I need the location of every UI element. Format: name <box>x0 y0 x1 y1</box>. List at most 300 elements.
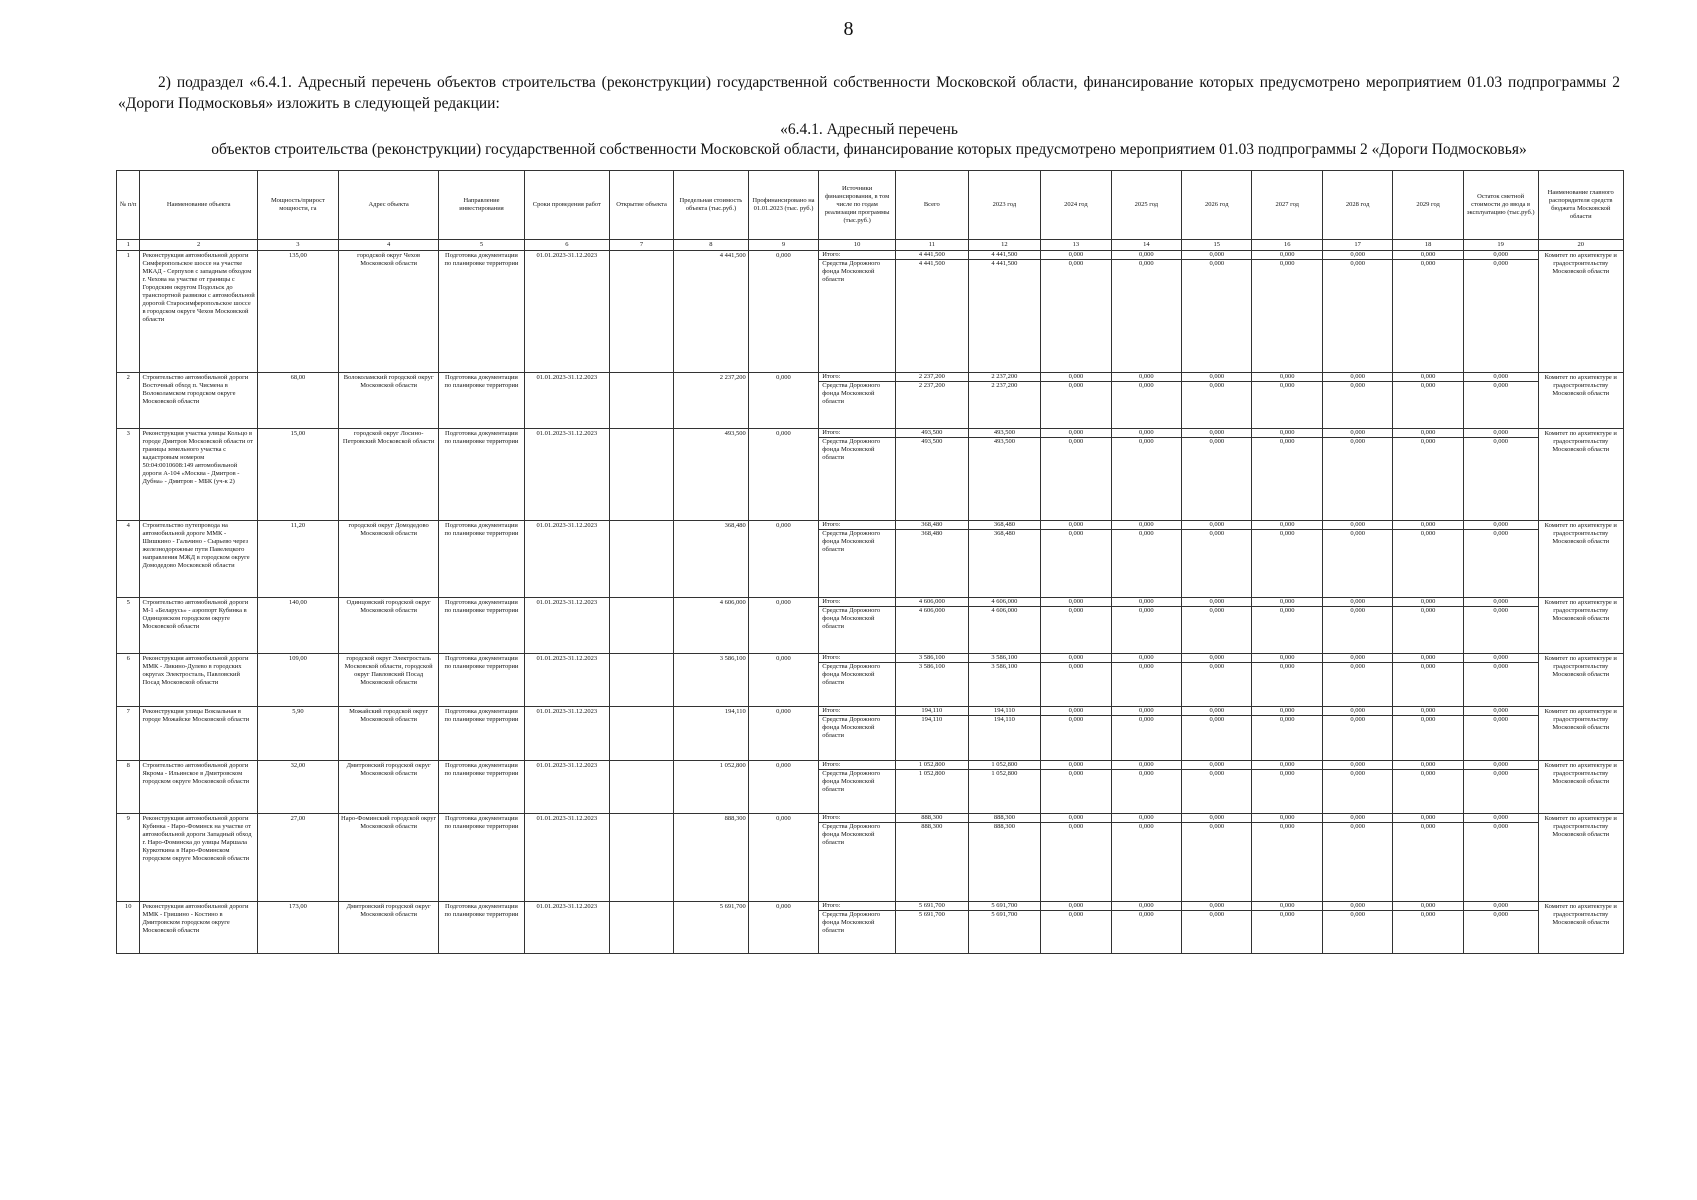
year-2029-source: 0,000 <box>1420 382 1436 389</box>
year-2024 <box>1041 707 1111 761</box>
year-2028 <box>1322 707 1392 761</box>
funding-source-source: Средства Дорожного фонда Московской области <box>822 911 881 934</box>
object-address: Дмитровский городской округ Московской области <box>338 902 438 954</box>
remaining-cost <box>1463 521 1538 598</box>
customer: Комитет по архитектуре и градостроительству Московской области <box>1538 654 1624 707</box>
remaining-cost <box>1463 598 1538 654</box>
remaining-cost <box>1463 707 1538 761</box>
total-amount <box>896 373 969 429</box>
object-name: Реконструкция улицы Вокзальная в городе Можайске Московской области <box>140 707 257 761</box>
year-2025-total: 0,000 <box>1112 521 1181 530</box>
object-cost: 888,300 <box>674 814 749 902</box>
col-header-7: Открытие объекта <box>610 171 674 240</box>
year-2023-source: 5 691,700 <box>991 911 1018 918</box>
year-2025 <box>1111 902 1181 954</box>
remaining-cost-total: 0,000 <box>1464 429 1538 438</box>
col-number-18: 18 <box>1393 240 1463 251</box>
col-number-8: 8 <box>674 240 749 251</box>
object-opening <box>610 429 674 521</box>
remaining-cost-total: 0,000 <box>1464 814 1538 823</box>
col-header-10: Источники финансирования, в том числе по годам реализации программы (тыс.руб.) <box>819 171 896 240</box>
table-title-line-2: объектов строительства (реконструкции) государственной собственности Московской области, финансирование которых предусмотрено мероприятием 01.03 подпрограммы 2 «Дороги Подмосковья» <box>211 141 1527 158</box>
remaining-cost-source: 0,000 <box>1493 530 1508 537</box>
table-title <box>118 120 1620 160</box>
investment-direction: Подготовка документации по планировке территории <box>439 251 524 373</box>
customer: Комитет по архитектуре и градостроительству Московской области <box>1538 598 1624 654</box>
col-number-9: 9 <box>748 240 818 251</box>
year-2024-source: 0,000 <box>1068 663 1084 670</box>
work-dates: 01.01.2023-31.12.2023 <box>524 654 609 707</box>
year-2029-total: 0,000 <box>1393 707 1462 716</box>
table-row <box>117 761 1624 814</box>
year-2025-source: 0,000 <box>1139 607 1154 614</box>
year-2029-source: 0,000 <box>1420 716 1436 723</box>
col-number-4: 4 <box>338 240 438 251</box>
year-2027-total: 0,000 <box>1252 654 1321 663</box>
year-2023-source: 1 052,800 <box>991 770 1018 777</box>
funding-source-total: Итого: <box>819 429 895 438</box>
financed-amount: 0,000 <box>748 251 818 373</box>
customer: Комитет по архитектуре и градостроительству Московской области <box>1538 429 1624 521</box>
total-amount-source: 4 606,000 <box>918 607 945 614</box>
work-dates: 01.01.2023-31.12.2023 <box>524 521 609 598</box>
year-2026 <box>1182 761 1252 814</box>
year-2027-total: 0,000 <box>1252 598 1321 607</box>
year-2028-source: 0,000 <box>1350 663 1365 670</box>
year-2027-source: 0,000 <box>1279 607 1295 614</box>
year-2028-total: 0,000 <box>1323 814 1392 823</box>
object-opening <box>610 654 674 707</box>
year-2023 <box>968 761 1041 814</box>
remaining-cost-total: 0,000 <box>1464 598 1538 607</box>
row-number: 5 <box>117 598 140 654</box>
object-address: городской округ Лосино-Петровский Московской области <box>338 429 438 521</box>
year-2024-source: 0,000 <box>1068 716 1084 723</box>
year-2024 <box>1041 251 1111 373</box>
year-2025-source: 0,000 <box>1139 438 1154 445</box>
year-2027-total: 0,000 <box>1252 521 1321 530</box>
object-name: Строительство автомобильной дороги Якрома - Ильинское в Дмитровском городском округе Московской области <box>140 761 257 814</box>
row-number: 2 <box>117 373 140 429</box>
year-2027-source: 0,000 <box>1279 716 1295 723</box>
funding-source-total: Итого: <box>819 902 895 911</box>
remaining-cost-source: 0,000 <box>1493 823 1508 830</box>
object-name: Реконструкция автомобильной дороги ММК - Ликино-Дулево в городских округах Электросталь, Павловский Посад Московской области <box>140 654 257 707</box>
year-2026 <box>1182 654 1252 707</box>
total-amount <box>896 814 969 902</box>
year-2028-total: 0,000 <box>1323 429 1392 438</box>
year-2025 <box>1111 814 1181 902</box>
col-header-6: Сроки проведения работ <box>524 171 609 240</box>
year-2025-total: 0,000 <box>1112 251 1181 260</box>
year-2028 <box>1322 654 1392 707</box>
year-2027-source: 0,000 <box>1279 770 1295 777</box>
table-title-line-1: «6.4.1. Адресный перечень <box>780 121 958 138</box>
investment-direction: Подготовка документации по планировке территории <box>439 521 524 598</box>
year-2027 <box>1252 373 1322 429</box>
funding-source-source: Средства Дорожного фонда Московской области <box>822 607 881 630</box>
col-header-2: Наименование объекта <box>140 171 257 240</box>
year-2028 <box>1322 814 1392 902</box>
table-row <box>117 521 1624 598</box>
year-2024 <box>1041 814 1111 902</box>
customer: Комитет по архитектуре и градостроительству Московской области <box>1538 521 1624 598</box>
year-2025 <box>1111 429 1181 521</box>
funding-source-source: Средства Дорожного фонда Московской области <box>822 716 881 739</box>
col-number-6: 6 <box>524 240 609 251</box>
funding-source-total: Итого: <box>819 707 895 716</box>
funding-source <box>819 761 896 814</box>
funding-source <box>819 373 896 429</box>
object-opening <box>610 373 674 429</box>
year-2024-total: 0,000 <box>1041 429 1110 438</box>
object-power: 109,00 <box>257 654 338 707</box>
year-2027 <box>1252 654 1322 707</box>
col-header-4: Адрес объекта <box>338 171 438 240</box>
year-2024-total: 0,000 <box>1041 251 1110 260</box>
year-2027-source: 0,000 <box>1279 260 1295 267</box>
year-2026-source: 0,000 <box>1209 663 1225 670</box>
total-amount-total: 2 237,200 <box>896 373 968 382</box>
object-address: городской округ Домодедово Московской области <box>338 521 438 598</box>
year-2027-source: 0,000 <box>1279 530 1295 537</box>
object-opening <box>610 251 674 373</box>
year-2027-total: 0,000 <box>1252 902 1321 911</box>
financed-amount: 0,000 <box>748 654 818 707</box>
remaining-cost-source: 0,000 <box>1493 770 1508 777</box>
funding-source-source: Средства Дорожного фонда Московской области <box>822 530 881 553</box>
funding-source-source: Средства Дорожного фонда Московской области <box>822 382 881 405</box>
year-2026 <box>1182 373 1252 429</box>
page-number: 8 <box>843 18 854 40</box>
remaining-cost <box>1463 654 1538 707</box>
year-2027 <box>1252 521 1322 598</box>
year-2026 <box>1182 814 1252 902</box>
object-address: городской округ Электросталь Московской области, городской округ Павловский Посад Московской области <box>338 654 438 707</box>
year-2026-source: 0,000 <box>1209 823 1225 830</box>
row-number: 10 <box>117 902 140 954</box>
col-header-5: Направление инвестирования <box>439 171 524 240</box>
total-amount <box>896 902 969 954</box>
year-2023-source: 194,110 <box>993 716 1015 723</box>
remaining-cost-source: 0,000 <box>1493 260 1508 267</box>
total-amount-total: 3 586,100 <box>896 654 968 663</box>
year-2029-total: 0,000 <box>1393 521 1462 530</box>
year-2025-source: 0,000 <box>1139 770 1154 777</box>
year-2029-total: 0,000 <box>1393 814 1462 823</box>
total-amount-source: 2 237,200 <box>918 382 945 389</box>
work-dates: 01.01.2023-31.12.2023 <box>524 373 609 429</box>
year-2025-total: 0,000 <box>1112 598 1181 607</box>
remaining-cost <box>1463 902 1538 954</box>
year-2023 <box>968 902 1041 954</box>
year-2026-source: 0,000 <box>1209 607 1225 614</box>
investment-direction: Подготовка документации по планировке территории <box>439 814 524 902</box>
year-2028-source: 0,000 <box>1350 716 1365 723</box>
year-2024-source: 0,000 <box>1068 260 1084 267</box>
year-2024-total: 0,000 <box>1041 707 1110 716</box>
financed-amount: 0,000 <box>748 707 818 761</box>
year-2028 <box>1322 521 1392 598</box>
remaining-cost-source: 0,000 <box>1493 438 1508 445</box>
year-2026-source: 0,000 <box>1209 382 1225 389</box>
year-2028 <box>1322 902 1392 954</box>
year-2026-total: 0,000 <box>1182 598 1251 607</box>
year-2029 <box>1393 814 1463 902</box>
total-amount <box>896 251 969 373</box>
object-name: Реконструкция автомобильной дороги Кубинка - Наро-Фоминск на участке от автомобильной дороги Западный обход г. Наро-Фоминска до улицы Маршала Куркоткина в Наро-Фоминском городском округе Московской области <box>140 814 257 902</box>
remaining-cost <box>1463 761 1538 814</box>
object-power: 32,00 <box>257 761 338 814</box>
funding-source <box>819 521 896 598</box>
funding-source <box>819 814 896 902</box>
work-dates: 01.01.2023-31.12.2023 <box>524 902 609 954</box>
year-2024-total: 0,000 <box>1041 814 1110 823</box>
year-2025-source: 0,000 <box>1139 663 1154 670</box>
year-2028-source: 0,000 <box>1350 260 1365 267</box>
year-2027-source: 0,000 <box>1279 382 1295 389</box>
remaining-cost-total: 0,000 <box>1464 373 1538 382</box>
year-2025 <box>1111 521 1181 598</box>
year-2026 <box>1182 707 1252 761</box>
object-cost: 4 606,000 <box>674 598 749 654</box>
year-2025 <box>1111 251 1181 373</box>
year-2029-total: 0,000 <box>1393 654 1462 663</box>
col-header-19: Остаток сметной стоимости до ввода в эксплуатацию (тыс.руб.) <box>1463 171 1538 240</box>
year-2026-source: 0,000 <box>1209 716 1225 723</box>
year-2025 <box>1111 707 1181 761</box>
remaining-cost <box>1463 429 1538 521</box>
object-power: 173,00 <box>257 902 338 954</box>
year-2026-total: 0,000 <box>1182 814 1251 823</box>
year-2026-total: 0,000 <box>1182 654 1251 663</box>
total-amount-source: 3 586,100 <box>918 663 945 670</box>
year-2027 <box>1252 814 1322 902</box>
year-2028-total: 0,000 <box>1323 654 1392 663</box>
year-2029-source: 0,000 <box>1420 911 1436 918</box>
year-2025 <box>1111 761 1181 814</box>
customer: Комитет по архитектуре и градостроительству Московской области <box>1538 373 1624 429</box>
year-2025-total: 0,000 <box>1112 654 1181 663</box>
col-header-1: № п/п <box>117 171 140 240</box>
year-2029-total: 0,000 <box>1393 429 1462 438</box>
object-cost: 2 237,200 <box>674 373 749 429</box>
object-name: Реконструкция автомобильной дороги ММК - Гришино - Костино в Дмитровском городском округе Московской области <box>140 902 257 954</box>
year-2024 <box>1041 521 1111 598</box>
table-row <box>117 429 1624 521</box>
col-header-17: 2028 год <box>1322 171 1392 240</box>
object-opening <box>610 598 674 654</box>
year-2027 <box>1252 761 1322 814</box>
year-2026 <box>1182 251 1252 373</box>
year-2023-source: 493,500 <box>993 438 1015 445</box>
object-cost: 194,110 <box>674 707 749 761</box>
year-2025-total: 0,000 <box>1112 707 1181 716</box>
table-row <box>117 251 1624 373</box>
year-2027 <box>1252 598 1322 654</box>
year-2028 <box>1322 761 1392 814</box>
object-opening <box>610 902 674 954</box>
funding-source <box>819 654 896 707</box>
year-2026-total: 0,000 <box>1182 902 1251 911</box>
col-number-20: 20 <box>1538 240 1624 251</box>
year-2023-total: 5 691,700 <box>969 902 1041 911</box>
work-dates: 01.01.2023-31.12.2023 <box>524 598 609 654</box>
year-2025-source: 0,000 <box>1139 382 1154 389</box>
total-amount <box>896 761 969 814</box>
investment-direction: Подготовка документации по планировке территории <box>439 598 524 654</box>
object-power: 11,20 <box>257 521 338 598</box>
remaining-cost-total: 0,000 <box>1464 707 1538 716</box>
year-2027-total: 0,000 <box>1252 707 1321 716</box>
year-2028-source: 0,000 <box>1350 438 1365 445</box>
year-2025-source: 0,000 <box>1139 823 1154 830</box>
year-2023-total: 194,110 <box>969 707 1041 716</box>
work-dates: 01.01.2023-31.12.2023 <box>524 761 609 814</box>
total-amount-total: 888,300 <box>896 814 968 823</box>
year-2023-total: 888,300 <box>969 814 1041 823</box>
year-2023 <box>968 429 1041 521</box>
year-2025 <box>1111 654 1181 707</box>
year-2027-total: 0,000 <box>1252 373 1321 382</box>
investment-direction: Подготовка документации по планировке территории <box>439 429 524 521</box>
funding-source <box>819 429 896 521</box>
col-number-13: 13 <box>1041 240 1111 251</box>
col-number-16: 16 <box>1252 240 1322 251</box>
year-2029-source: 0,000 <box>1420 530 1436 537</box>
total-amount-source: 1 052,800 <box>918 770 945 777</box>
year-2027 <box>1252 429 1322 521</box>
year-2029-total: 0,000 <box>1393 598 1462 607</box>
year-2024 <box>1041 429 1111 521</box>
year-2029-source: 0,000 <box>1420 607 1436 614</box>
year-2028-total: 0,000 <box>1323 373 1392 382</box>
object-power: 5,90 <box>257 707 338 761</box>
remaining-cost-total: 0,000 <box>1464 902 1538 911</box>
financed-amount: 0,000 <box>748 373 818 429</box>
year-2028-source: 0,000 <box>1350 911 1365 918</box>
remaining-cost <box>1463 373 1538 429</box>
row-number: 4 <box>117 521 140 598</box>
object-address: Наро-Фоминский городской округ Московской области <box>338 814 438 902</box>
funding-source-source: Средства Дорожного фонда Московской области <box>822 663 881 686</box>
address-list-table <box>116 170 1624 954</box>
customer: Комитет по архитектуре и градостроительству Московской области <box>1538 761 1624 814</box>
total-amount-source: 5 691,700 <box>918 911 945 918</box>
year-2025 <box>1111 373 1181 429</box>
col-header-11: Всего <box>896 171 969 240</box>
total-amount-total: 493,500 <box>896 429 968 438</box>
total-amount-source: 888,300 <box>921 823 943 830</box>
object-address: Волоколамский городской округ Московской области <box>338 373 438 429</box>
year-2023-source: 368,480 <box>993 530 1015 537</box>
year-2023 <box>968 814 1041 902</box>
object-name: Строительство путепровода на автомобильной дороге ММК - Шишкино - Гальчино - Сырьево через железнодорожные пути Павелецкого направления МЖД в городском округе Домодедово Московской области <box>140 521 257 598</box>
year-2025-total: 0,000 <box>1112 373 1181 382</box>
total-amount <box>896 521 969 598</box>
object-power: 68,00 <box>257 373 338 429</box>
object-power: 15,00 <box>257 429 338 521</box>
remaining-cost <box>1463 251 1538 373</box>
year-2024-source: 0,000 <box>1068 823 1084 830</box>
col-header-8: Предельная стоимость объекта (тыс.руб.) <box>674 171 749 240</box>
year-2029 <box>1393 902 1463 954</box>
col-number-7: 7 <box>610 240 674 251</box>
year-2024-total: 0,000 <box>1041 373 1110 382</box>
remaining-cost-total: 0,000 <box>1464 654 1538 663</box>
customer: Комитет по архитектуре и градостроительству Московской области <box>1538 707 1624 761</box>
funding-source <box>819 251 896 373</box>
col-header-16: 2027 год <box>1252 171 1322 240</box>
year-2028-total: 0,000 <box>1323 251 1392 260</box>
remaining-cost-source: 0,000 <box>1493 663 1508 670</box>
col-number-15: 15 <box>1182 240 1252 251</box>
remaining-cost <box>1463 814 1538 902</box>
object-opening <box>610 521 674 598</box>
object-name: Реконструкция участка улицы Кольцо в городе Дмитров Московской области от границы земельного участка с кадастровым номером 50:04:0010608:149 автомобильной дороги А-104 «Москва - Дмитров - Дубна» - Дмитров - МБК (уч-к 2) <box>140 429 257 521</box>
total-amount-total: 1 052,800 <box>896 761 968 770</box>
year-2024-total: 0,000 <box>1041 902 1110 911</box>
year-2028-source: 0,000 <box>1350 823 1365 830</box>
funding-source-total: Итого: <box>819 251 895 260</box>
year-2023-source: 888,300 <box>993 823 1015 830</box>
year-2029 <box>1393 598 1463 654</box>
remaining-cost-source: 0,000 <box>1493 911 1508 918</box>
funding-source-source: Средства Дорожного фонда Московской области <box>822 438 881 461</box>
total-amount <box>896 429 969 521</box>
year-2027-total: 0,000 <box>1252 761 1321 770</box>
year-2026-total: 0,000 <box>1182 429 1251 438</box>
year-2029-source: 0,000 <box>1420 438 1436 445</box>
year-2023 <box>968 373 1041 429</box>
total-amount-source: 493,500 <box>921 438 943 445</box>
year-2025-source: 0,000 <box>1139 911 1154 918</box>
year-2027-total: 0,000 <box>1252 429 1321 438</box>
year-2028-total: 0,000 <box>1323 902 1392 911</box>
year-2024 <box>1041 598 1111 654</box>
col-header-3: Мощность/прирост мощности, га <box>257 171 338 240</box>
year-2029 <box>1393 707 1463 761</box>
col-header-20: Наименование главного распорядителя средств бюджета Московской области <box>1538 171 1624 240</box>
year-2025-source: 0,000 <box>1139 530 1154 537</box>
financed-amount: 0,000 <box>748 429 818 521</box>
year-2028-source: 0,000 <box>1350 382 1365 389</box>
year-2028-total: 0,000 <box>1323 707 1392 716</box>
year-2024-total: 0,000 <box>1041 521 1110 530</box>
financed-amount: 0,000 <box>748 598 818 654</box>
year-2029-total: 0,000 <box>1393 373 1462 382</box>
funding-source-source: Средства Дорожного фонда Московской области <box>822 260 881 283</box>
funding-source-total: Итого: <box>819 598 895 607</box>
work-dates: 01.01.2023-31.12.2023 <box>524 429 609 521</box>
year-2026-source: 0,000 <box>1209 530 1225 537</box>
year-2023-source: 2 237,200 <box>991 382 1018 389</box>
total-amount-total: 368,480 <box>896 521 968 530</box>
year-2028 <box>1322 251 1392 373</box>
year-2027-source: 0,000 <box>1279 911 1295 918</box>
year-2023-total: 368,480 <box>969 521 1041 530</box>
object-power: 27,00 <box>257 814 338 902</box>
year-2023-total: 4 606,000 <box>969 598 1041 607</box>
object-cost: 493,500 <box>674 429 749 521</box>
year-2023-total: 3 586,100 <box>969 654 1041 663</box>
year-2029 <box>1393 429 1463 521</box>
object-power: 135,00 <box>257 251 338 373</box>
year-2026-total: 0,000 <box>1182 373 1251 382</box>
year-2029 <box>1393 654 1463 707</box>
year-2026-total: 0,000 <box>1182 707 1251 716</box>
year-2029 <box>1393 521 1463 598</box>
